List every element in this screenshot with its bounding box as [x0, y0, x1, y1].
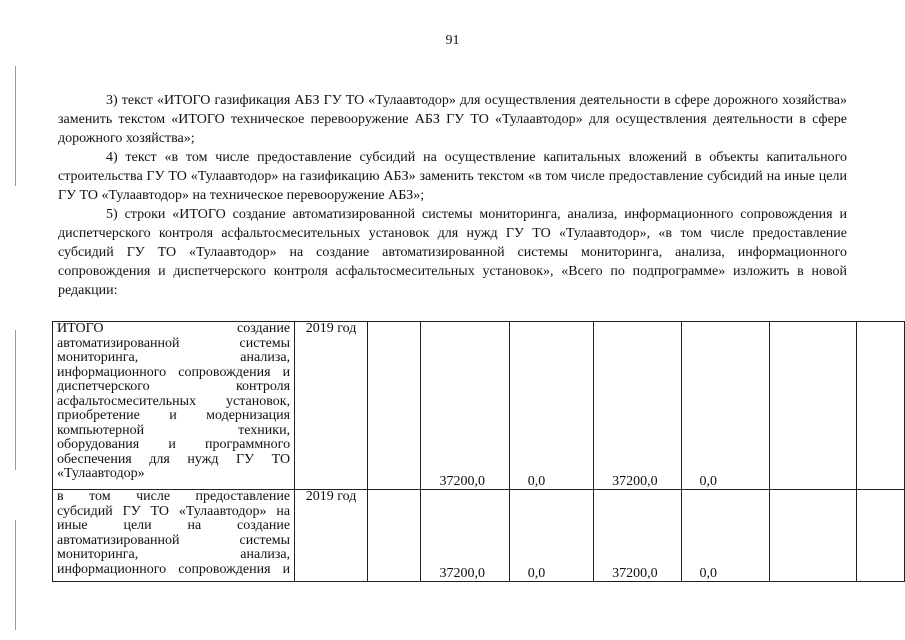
table-cell: 0,0	[509, 322, 593, 490]
table-cell: 0,0	[681, 490, 770, 582]
table-cell	[368, 322, 421, 490]
description-line: иные цели на создание	[57, 518, 291, 533]
description-line: диспетчерского контроля	[57, 379, 291, 394]
table-row	[53, 490, 905, 582]
row-year: 2019 год	[295, 322, 368, 490]
row-year: 2019 год	[295, 490, 368, 582]
table-cell	[857, 490, 905, 582]
table-cell	[857, 322, 905, 490]
margin-mark-bottom	[15, 520, 16, 630]
table-cell: 37200,0	[594, 322, 681, 490]
description-line: автоматизированной системы	[57, 532, 291, 548]
table-cell: 0,0	[509, 490, 593, 582]
margin-mark-top	[15, 66, 16, 186]
description-line: информационного сопровождения и	[57, 364, 291, 380]
description-line: информационного сопровождения и	[57, 561, 291, 577]
description-line: «Тулаавтодор»	[57, 466, 145, 481]
table-cell: 0,0	[681, 322, 770, 490]
description-line: субсидий ГУ ТО «Тулаавтодор» на	[57, 503, 291, 519]
description-line: оборудования и программного	[57, 437, 291, 452]
description-line: ИТОГО создание	[57, 321, 291, 336]
table-cell: 37200,0	[594, 490, 681, 582]
budget-table	[52, 321, 905, 582]
description-line: в том числе предоставление	[57, 489, 291, 504]
table-cell: 37200,0	[421, 322, 509, 490]
description-line: автоматизированной системы	[57, 335, 291, 351]
table-cell: 37200,0	[421, 490, 509, 582]
margin-mark-middle	[15, 330, 16, 470]
table-cell	[770, 490, 857, 582]
description-line: приобретение и модернизация	[57, 408, 291, 423]
description-line: компьютерной техники,	[57, 422, 291, 438]
description-line: обеспечения для нужд ГУ ТО	[57, 451, 291, 467]
paragraph-5: 5) строки «ИТОГО создание автоматизированной системы мониторинга, анализа, информационного сопровождения и диспетчерского контроля асфальтосмесительных установок для нужд ГУ ТО «Тулаавтодор», «в том числе предоставление субсидий ГУ ТО «Тулаавтодор» на создание автоматизированной системы мониторинга, анализа, информационного сопровождения и диспетчерского контроля асфальтосмесительных установок», «Всего по подпрограмме» изложить в новой редакции:	[58, 207, 847, 298]
table-cell	[770, 322, 857, 490]
table-cell	[368, 490, 421, 582]
row-description	[53, 322, 295, 490]
paragraph-3: 3) текст «ИТОГО газификация АБЗ ГУ ТО «Тулаавтодор» для осуществления деятельности в сфере дорожного хозяйства» заменить текстом «ИТОГО техническое перевооружение АБЗ ГУ ТО «Тулаавтодор» для осуществления деятельности в сфере дорожного хозяйства»;	[58, 93, 847, 146]
page-number: 91	[445, 33, 460, 48]
description-line: асфальтосмесительных установок,	[57, 393, 291, 409]
description-line: мониторинга, анализа,	[57, 350, 291, 365]
description-line: мониторинга, анализа,	[57, 547, 291, 562]
paragraph-4: 4) текст «в том числе предоставление субсидий на осуществление капитальных вложений в объекты капитального строительства ГУ ТО «Тулаавтодор» на газификацию АБЗ» заменить текстом «в том числе предоставление субсидий на иные цели ГУ ТО «Тулаавтодор» на техническое перевооружение АБЗ»;	[58, 150, 847, 203]
table-row	[53, 322, 905, 490]
row-description	[53, 490, 295, 582]
body-text	[58, 91, 847, 300]
